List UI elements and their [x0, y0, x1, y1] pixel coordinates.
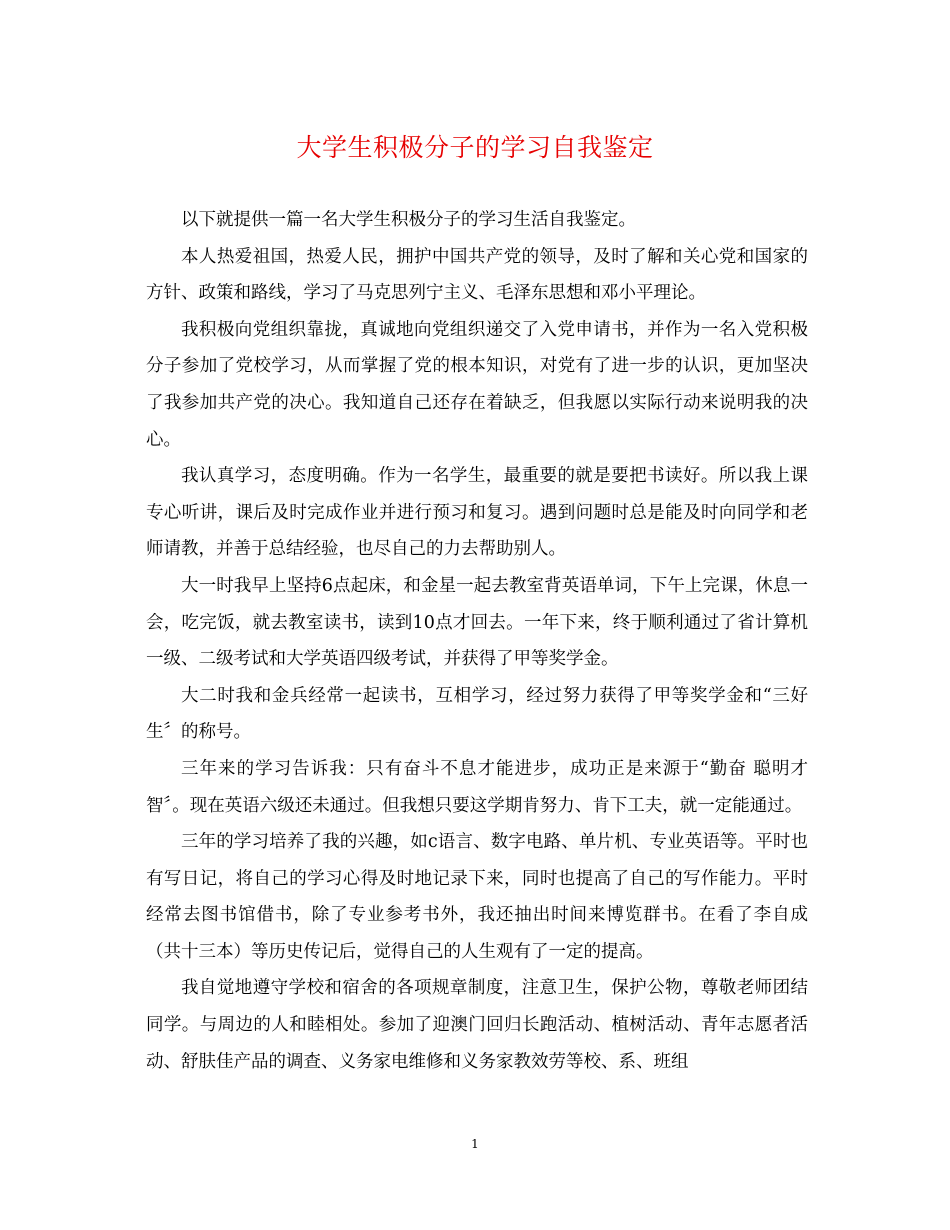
paragraph-study-attitude: 我认真学习，态度明确。作为一名学生，最重要的就是要把书读好。所以我上课专心听讲，课后及时完成作业并进行预习和复习。遇到问题时总是能及时向同学和老师请教，并善于总结经验，也尽自己的力去帮助别人。: [146, 466, 808, 560]
paragraph-interests: 三年的学习培养了我的兴趣，如c语言、数字电路、单片机、专业英语等。平时也有写日记，将自己的学习心得及时地记录下来，同时也提高了自己的写作能力。平时经常去图书馆借书，除了专业参考书外，我还抽出时间来博览群书。在看了李自成（共十三本）等历史传记后，觉得自己的人生观有了一定的提高。: [146, 832, 808, 962]
document-body: [146, 202, 808, 1080]
paragraph-three-years: 三年来的学习告诉我：只有奋斗不息才能进步，成功正是来源于“勤奋 聪明才智〞。现在英语六级还未通过。但我想只要这学期肯努力、肯下工夫，就一定能通过。: [146, 758, 808, 816]
paragraph-patriotism: 本人热爱祖国，热爱人民，拥护中国共产党的领导，及时了解和关心党和国家的方针、政策和路线，学习了马克思列宁主义、毛泽东思想和邓小平理论。: [146, 246, 808, 304]
paragraph-second-year: 大二时我和金兵经常一起读书，互相学习，经过努力获得了甲等奖学金和“三好生〞的称号。: [146, 685, 808, 743]
paragraph-conduct: 我自觉地遵守学校和宿舍的各项规章制度，注意卫生，保护公物，尊敬老师团结同学。与周边的人和睦相处。参加了迎澳门回归长跑活动、植树活动、青年志愿者活动、舒肤佳产品的调查、义务家电维修和义务家教效劳等校、系、班组: [146, 978, 808, 1072]
paragraph-party: 我积极向党组织靠拢，真诚地向党组织递交了入党申请书，并作为一名入党积极分子参加了党校学习，从而掌握了党的根本知识，对党有了进一步的认识，更加坚决了我参加共产党的决心。我知道自己还存在着缺乏，但我愿以实际行动来说明我的决心。: [146, 319, 808, 450]
page-number: 1: [471, 1137, 479, 1151]
paragraph-first-year: 大一时我早上坚持6点起床，和金星一起去教室背英语单词，下午上完课，休息一会，吃完饭，就去教室读书，读到10点才回去。一年下来，终于顺利通过了省计算机一级、二级考试和大学英语四级考试，并获得了甲等奖学金。: [146, 575, 808, 670]
document-title: 大学生积极分子的学习自我鉴定: [296, 133, 654, 162]
paragraph-intro: 以下就提供一篇一名大学生积极分子的学习生活自我鉴定。: [181, 210, 636, 230]
